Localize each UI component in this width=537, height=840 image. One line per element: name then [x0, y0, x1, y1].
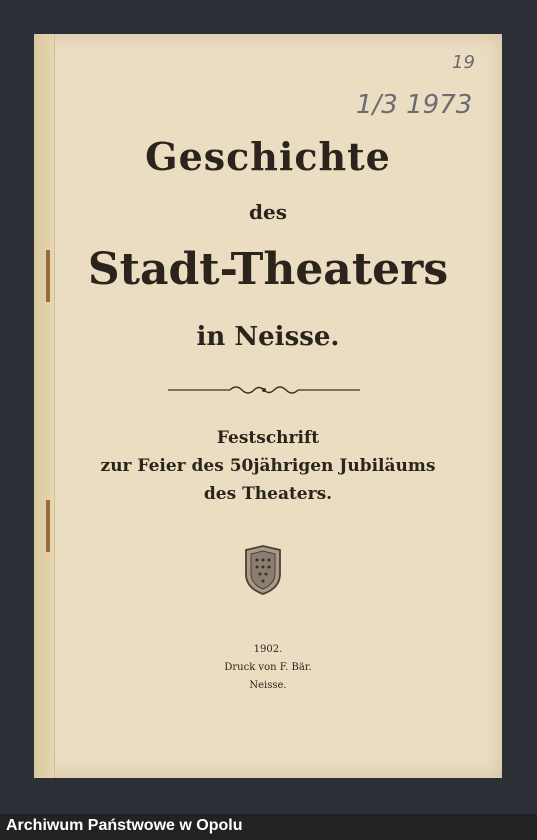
title-line-4: in Neisse.: [196, 322, 340, 352]
document-page: [34, 34, 502, 778]
page-number: 19: [452, 52, 475, 73]
ornament-divider: [168, 383, 360, 397]
subtitle-line-2: zur Feier des 50jährigen Jubiläums: [100, 456, 436, 476]
subtitle-line-1: Festschrift: [216, 428, 320, 448]
archive-footer: [0, 814, 537, 840]
title-line-3: Stadt-Theaters: [87, 244, 449, 295]
title-line-1: Geschichte: [145, 134, 391, 179]
catalog-mark: 1/3 1973: [356, 90, 473, 120]
archive-label: Archiwum Państwowe w Opolu: [6, 817, 243, 834]
title-line-2: des: [249, 200, 287, 224]
printer-line: Druck von F. Bär.: [224, 662, 312, 673]
printer-place: Neisse.: [249, 680, 287, 691]
publication-year: 1902.: [253, 644, 283, 655]
subtitle-line-3: des Theaters.: [203, 484, 333, 504]
coat-of-arms-icon: [242, 544, 284, 596]
staple-mark: [46, 500, 50, 552]
